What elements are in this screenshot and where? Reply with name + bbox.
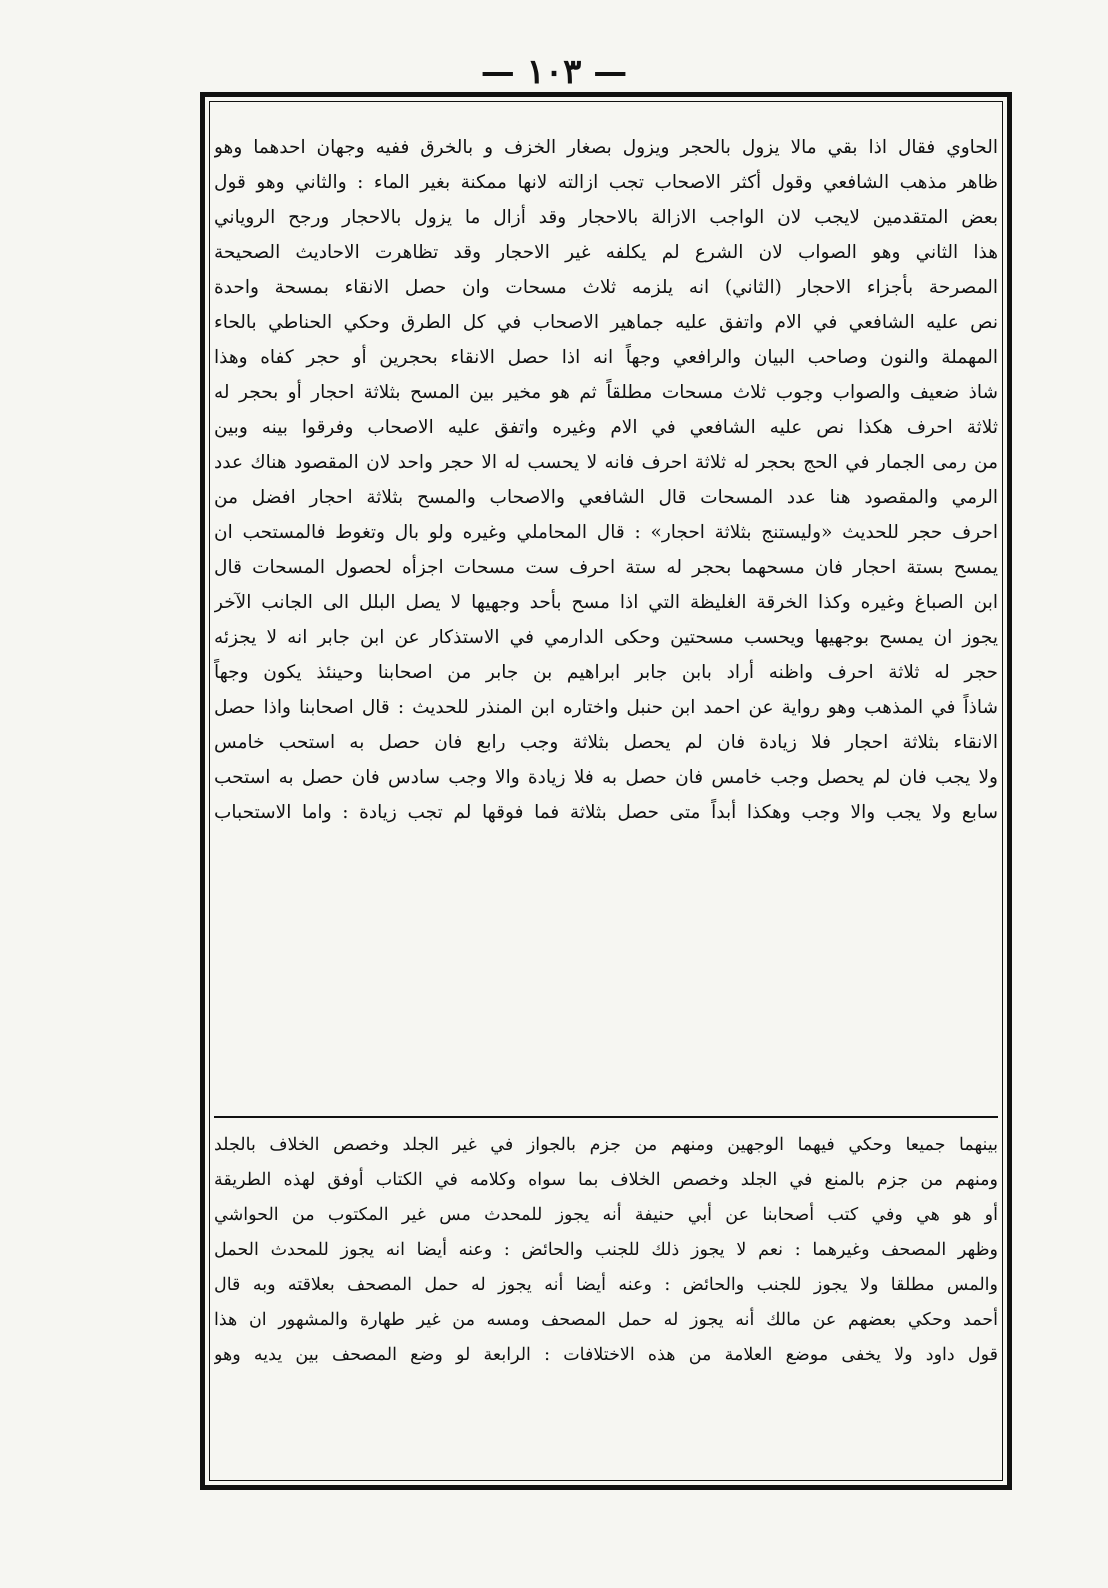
text-line: احرف حجر للحديث «وليستنج بثلاثة احجار» : قال المحاملي وغيره ولو بال وتغوط فالمستحب ان: [214, 522, 998, 543]
footnote-line: ومنهم من جزم بالمنع في الجلد وخصص الخلاف بما سواه وكلامه في الكتاب أوفق لهذه الطريقة: [214, 1170, 998, 1190]
footnote-separator: [214, 1116, 998, 1118]
text-line: يجوز ان يمسح بوجهيها ويحسب مسحتين وحكى الدارمي في الاستذكار عن ابن جابر انه لا يجزئه: [214, 627, 998, 648]
footnote-line: والمس مطلقا ولا يجوز للجنب والحائض : وعنه أيضا أنه يجوز له حمل المصحف بعلاقته وبه قال: [214, 1275, 998, 1295]
footnote-line: أحمد وحكي بعضهم عن مالك أنه يجوز له حمل المصحف ومسه من غير طهارة والمشهور ان هذا: [214, 1310, 998, 1330]
main-text: [214, 130, 998, 830]
text-line: شاذ ضعيف والصواب وجوب ثلاث مسحات مطلقاً ثم هو مخير بين المسح بثلاثة احجار أو بحجر له: [214, 382, 998, 403]
text-line: من رمى الجمار في الحج بحجر له ثلاثة احرف فانه لا يحسب له الا حجر واحد لان المقصود هناك عدد: [214, 452, 998, 473]
text-line: بعض المتقدمين لايجب لان الواجب الازالة بالاحجار وقد أزال ما يزول بالاحجار ورجح الروياني: [214, 207, 998, 228]
text-line: الانقاء بثلاثة احجار فلا زيادة فان لم يحصل بثلاثة وجب رابع فان حصل به استحب خامس: [214, 732, 998, 753]
text-line: المهملة والنون وصاحب البيان والرافعي وجهاً انه اذا حصل الانقاء بحجرين أو حجر كفاه وهذا: [214, 347, 998, 368]
footnote-line: قول داود ولا يخفى موضع العلامة من هذه الاختلافات : الرابعة لو وضع المصحف بين يديه وهو: [214, 1345, 998, 1365]
text-line: ولا يجب فان لم يحصل وجب خامس فان حصل به فلا زيادة والا وجب سادس فان حصل به استحب: [214, 767, 998, 788]
footnote-line: وظهر المصحف وغيرهما : نعم لا يجوز ذلك للجنب والحائض : وعنه أيضا انه يجوز للمحدث الحمل: [214, 1240, 998, 1260]
footnote-line: بينهما جميعا وحكي فيهما الوجهين ومنهم من جزم بالجواز في غير الجلد وخصص الخلاف بالجلد: [214, 1135, 998, 1155]
page-number: — ١٠٣ —: [480, 52, 628, 92]
text-line: المصرحة بأجزاء الاحجار (الثاني) انه يلزمه ثلاث مسحات وان حصل الانقاء بمسحة واحدة: [214, 277, 998, 298]
text-line: الحاوي فقال اذا بقي مالا يزول بالحجر ويزول بصغار الخزف و بالخرق ففيه وجهان احدهما وهو: [214, 137, 998, 158]
text-line: سابع ولا يجب والا وجب وهكذا أبداً متى حصل بثلاثة فما فوقها لم تجب زيادة : واما الاستحباب: [214, 802, 998, 823]
text-line: ابن الصباغ وغيره وكذا الخرقة الغليظة التي اذا مسح بأحد وجهيها لا يصل البلل الى الجانب الآخر: [214, 592, 998, 613]
text-line: يمسح بستة احجار فان مسحهما بحجر له ستة احرف ست مسحات اجزأه لحصول المسحات قال: [214, 557, 998, 578]
text-line: شاذاً في المذهب وهو رواية عن احمد ابن حنبل واختاره ابن المنذر للحديث : قال اصحابنا واذا حصل: [214, 697, 998, 718]
text-line: هذا الثاني وهو الصواب لان الشرع لم يكلفه غير الاحجار وقد تظاهرت الاحاديث الصحيحة: [214, 242, 998, 263]
text-line: ثلاثة احرف هكذا نص عليه الشافعي في الام وغيره واتفق عليه الاصحاب وفرقوا بينه وبين: [214, 417, 998, 438]
footnotes: [214, 1128, 998, 1373]
text-line: الرمي والمقصود هنا عدد المسحات قال الشافعي والاصحاب والمسح بثلاثة احجار افضل من: [214, 487, 998, 508]
text-line: حجر له ثلاثة احرف واظنه أراد بابن جابر ابراهيم بن جابر من اصحابنا وحينئذ يكون وجهاً: [214, 662, 998, 683]
text-line: نص عليه الشافعي في الام واتفق عليه جماهير الاصحاب في كل الطرق وحكي الحناطي بالحاء: [214, 312, 998, 333]
footnote-line: أو هو هي وفي كتب أصحابنا عن أبي حنيفة أنه يجوز للمحدث مس غير المكتوب من الحواشي: [214, 1205, 998, 1225]
text-line: ظاهر مذهب الشافعي وقول أكثر الاصحاب تجب ازالته لانها ممكنة بغير الماء : والثاني وهو قول: [214, 172, 998, 193]
